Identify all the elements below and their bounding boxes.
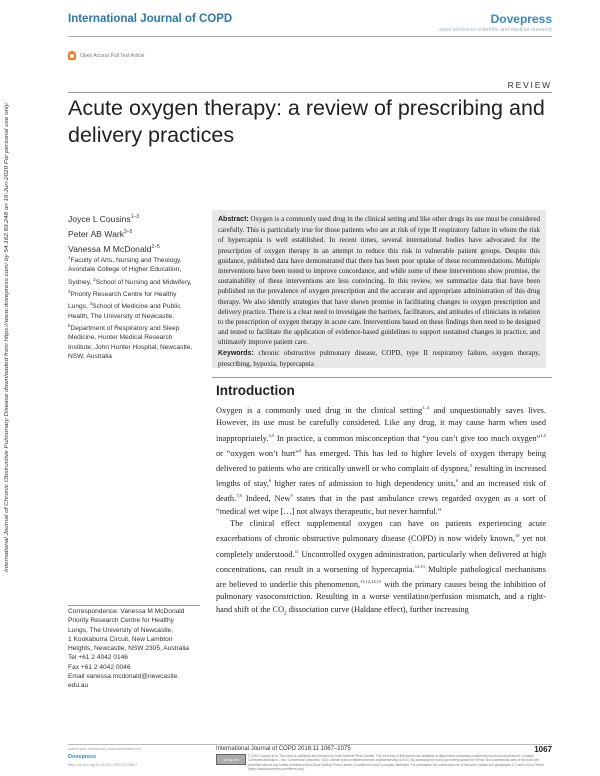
citation-ref: 4,5 [268, 432, 275, 438]
citation-ref: 11,12,14,15 [360, 578, 382, 584]
text-run: yet not completely understood. [216, 534, 546, 559]
text-run: resulting in increased lengths of stay, [216, 463, 546, 488]
affiliation-text: School of Nursing and Midwifery, [95, 278, 192, 286]
text-run: Uncontrolled oxygen administration, particularly when delivered at high concentrations, can result in a worsening of hypercapnia. [216, 549, 546, 574]
affiliation-number: 5 [68, 322, 71, 328]
open-access-badge [68, 51, 144, 60]
side-download-text: International Journal of Chronic Obstructive Pulmonary Disease downloaded from https://www.dovepress.com/ by 54.162.69.248 on 16-Jun-2020 For personal use only. [4, 186, 10, 572]
submit-link[interactable]: submit your manuscript | www.dovepress.com [68, 747, 142, 751]
text-run: and an increased risk of death. [216, 478, 546, 504]
correspondence-line: Lungs, The University of Newcastle, [68, 626, 174, 634]
correspondence-line: Email vanessa.mcdonald@newcastle. [68, 673, 180, 681]
correspondence-line: Correspondence: Vanessa M McDonald [68, 608, 185, 615]
subscript: 2 [284, 611, 287, 617]
affiliation-text: Department of Respiratory and Sleep Medicine, Hunter Medical Research Institute, John Hunter Hospital, Newcastle, NSW, Australia [68, 325, 193, 360]
article-type: REVIEW [507, 80, 552, 90]
affiliations [68, 253, 198, 361]
text-run: with the primary causes being the inhibition of pulmonary vasoconstriction. Resulting in a worse ventilation/perfusion mismatch, and a right-hand shift of the CO [216, 579, 546, 614]
abstract-text: Oxygen is a commonly used drug in the clinical setting and like other drugs its use must be considered carefully. This is particularly true for those patients who are at risk of type II respiratory failure in whom the risk of hypercapnia is well established. In recent times, several international bodies have advocated for the prescription of oxygen therapy in an attempt to reduce this risk in vulnerable patient groups. Despite this guidance, published data have demonstrated that there has been poor uptake of these recommendations. Multiple interventions have been tested to improve concordance, and while some of these interventions show promise, the sustainability of these interventions are less convincing. In this review, we summarize data that have been published on the prevalence of oxygen prescription and the accurate and appropriate administration of this drug therapy. We also identify strategies that have shown promise in facilitating changes to oxygen prescription and delivery practice. There is a clear need to investigate the barriers, facilitators, and attitudes of clinicians in relation to the prescription of oxygen therapy in acute care. Interventions based on these findings then need to be designed and tested to facilitate the application of evidence-based guidelines to support sustained changes in practice, and ultimately improve patient care. [218, 215, 540, 347]
text-run: Multiple pathological mechanisms are believed to underlie this phenomenon, [216, 564, 546, 589]
citation-ref: 10 [514, 533, 520, 539]
text-run: The clinical effect supplemental oxygen can have on patients experiencing acute exacerbations of chronic obstructive pulmonary disease (COPD) is now widely known, [216, 518, 546, 544]
open-access-label: Open Access Full Text Article [80, 52, 145, 59]
citation-ref: 12,13 [414, 563, 425, 569]
text-run: and unquestionably saves lives. However, its use must be carefully considered. Like any drug, it may cause harm when used inappropriately. [216, 405, 546, 443]
affiliation-number: 4 [89, 301, 93, 307]
abstract-label: Abstract: [218, 216, 249, 223]
paragraph [216, 402, 546, 518]
correspondence-divider [68, 605, 200, 606]
citation-ref: 6 [455, 478, 459, 484]
citation-ref: 1,5 [540, 432, 546, 438]
text-run: higher rates of admission to high dependency units, [271, 478, 456, 488]
correspondence-line: Tel +61 2 4042 0146 [68, 654, 128, 662]
section-heading: Introduction [216, 383, 295, 398]
journal-title: International Journal of COPD [68, 13, 233, 25]
citation-ref: 6 [268, 478, 272, 484]
cc-license-icon[interactable]: cc by-nc [216, 754, 246, 765]
keywords-label: Keywords: [218, 349, 254, 357]
citation-ref: 1–4 [422, 405, 429, 410]
open-access-lock-icon [68, 51, 76, 60]
text-run: Oxygen is a commonly used drug in the clinical setting [216, 405, 423, 415]
page-number: 1067 [534, 745, 552, 754]
author-affiliation-ref: 1–3 [130, 214, 140, 220]
correspondence-line: Heights, Newcastle, NSW 2305, Australia [68, 645, 189, 653]
publisher-tagline: open access to scientific and medical research [439, 27, 552, 33]
citation-ref: 4 [298, 447, 302, 453]
license-text: © 2016 Cousins et al. This work is published and licensed by Dove Medical Press Limited. The full terms of this license are available at https://www.dovepress.com/terms.php and incorporate the Creative Commons Attribution – Non Commercial (unported, v3.0) License (http://creativecommons.org/licenses/by-nc/3.0/). By accessing the work you hereby accept the Terms. Non-commercial uses of the work are permitted without any further permission from Dove Medical Press Limited, provided the work is properly attributed. For permission for commercial use of this work, please see paragraphs 4.2 and 5 of our Terms (https://www.dovepress.com/terms.php). [248, 754, 544, 771]
author-affiliation-ref: 3–5 [124, 228, 133, 235]
author-name: Vanessa M McDonald$^{2-5}$ [68, 243, 160, 254]
author-name: Peter AB Wark$^{3-5}$ [68, 228, 133, 239]
correspondence-line: Fax +61 2 4042 0046 [68, 663, 131, 671]
citation-ref: 9 [290, 493, 293, 499]
text-run: has emerged. This has led to higher levels of oxygen therapy being delivered to patients who are critically unwell or who complain of dyspnea, [216, 448, 546, 473]
affiliation-text: Priority Research Centre for Healthy Lungs, [68, 291, 177, 311]
text-run: dissociation curve (Haldane effect), further increasing [286, 604, 469, 614]
affiliation-text: Faculty of Arts, Nursing and Theology, Avondale College of Higher Education, Sydney, [68, 257, 182, 286]
body-text [216, 402, 546, 621]
citation-ref: 7,8 [236, 493, 242, 499]
affiliation-number: 1 [68, 255, 71, 260]
side-download-notice [2, 94, 16, 574]
text-run: Indeed, New [241, 494, 291, 504]
affiliation-number: 2 [93, 276, 96, 282]
author-list [68, 211, 160, 256]
footer-divider [68, 744, 552, 745]
publisher-logo: Dovepress [490, 12, 552, 26]
citation-ref: 11 [294, 548, 300, 554]
affiliation-text: School of Medicine and Public Health, The University of Newcastle, [68, 303, 181, 320]
citation-ref: 5 [469, 462, 473, 468]
title-divider [68, 92, 552, 93]
correspondence-line: 1 Kookaburra Circuit, New Lambton [68, 635, 173, 643]
correspondence-line: edu.au [68, 682, 89, 690]
abstract-box [212, 210, 546, 368]
text-run: or “oxygen won’t hurt” [216, 448, 299, 458]
correspondence-block [68, 607, 203, 691]
author-name: Joyce L Cousins$^{1-3}$ [68, 213, 140, 224]
footer-publisher: Dovepress [68, 754, 97, 760]
affiliation-number: 3 [68, 288, 71, 294]
article-title: Acute oxygen therapy: a review of prescribing and delivery practices [68, 96, 545, 147]
footer-citation: International Journal of COPD 2016:11 1067–1075 [216, 746, 351, 752]
intro-divider [212, 377, 552, 378]
text-run: In practice, a common misconception that “you can’t give too much oxygen” [274, 433, 541, 443]
doi-link[interactable]: http://dx.doi.org/10.2147/COPD.S103607 [68, 763, 138, 767]
author-affiliation-ref: 2–5 [151, 243, 160, 250]
text-run: states that in the past ambulance crews regarded oxygen as a sort of “medical wet wipe […] not always therapeutic, but never harmful.” [216, 494, 546, 516]
keywords-text: chronic obstructive pulmonary disease, COPD, type II respiratory failure, oxygen therapy, prescribing, hypoxia, hypercapnia [218, 348, 540, 368]
correspondence-line: Priority Research Centre for Healthy [68, 617, 174, 625]
paragraph [216, 518, 546, 621]
header-divider [68, 36, 552, 37]
